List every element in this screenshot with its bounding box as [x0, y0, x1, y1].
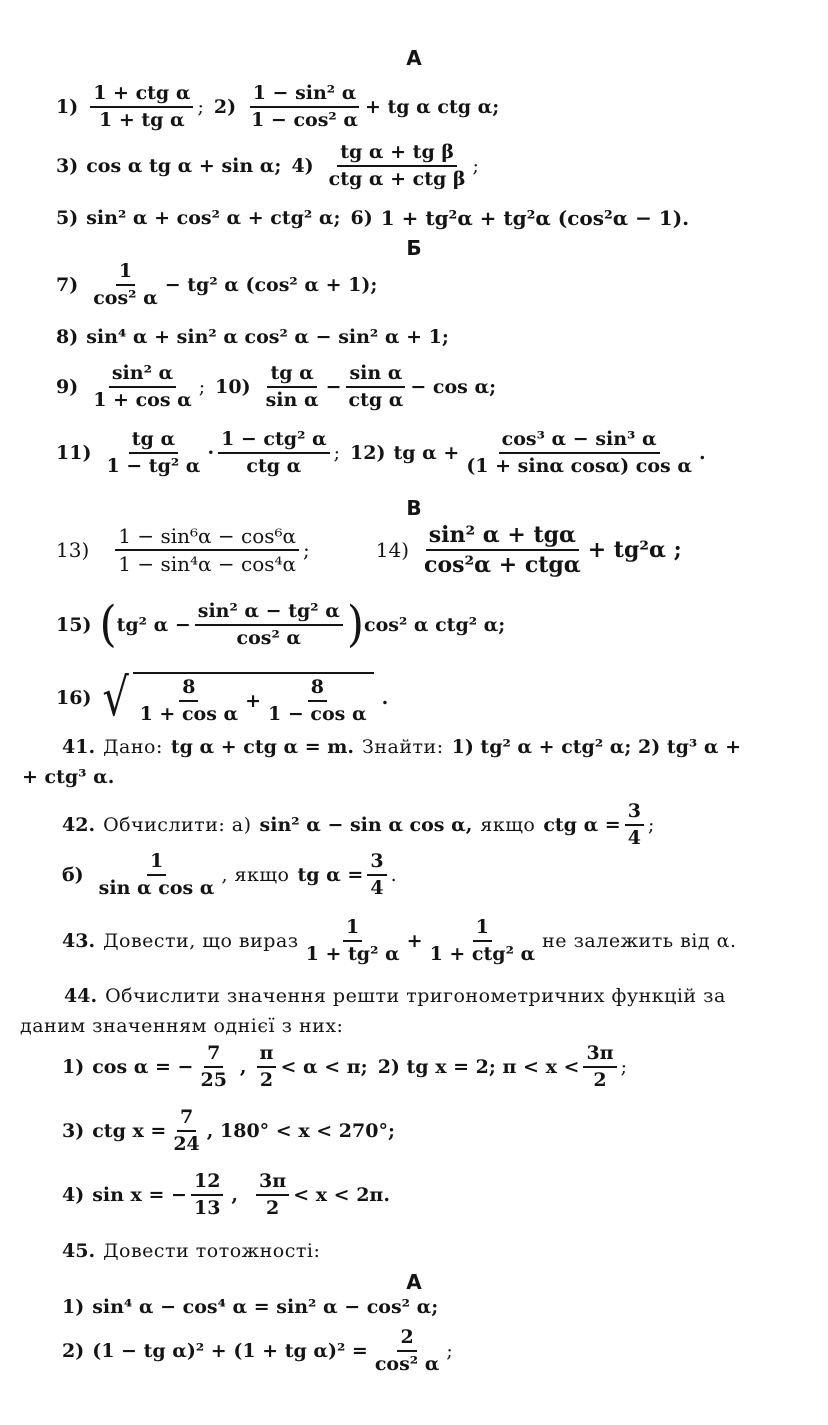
section-heading-a: А [406, 46, 422, 70]
fraction: sin² α + tgα cos²α + ctgα [424, 522, 581, 578]
problem-8: 8) sin⁴ α + sin² α cos² α − sin² α + 1; [56, 326, 449, 348]
problem-7: 7) 1 cos² α − tg² α (cos² α + 1); [56, 260, 378, 309]
fraction: $\frac{7}{25}$ [200, 1042, 227, 1091]
task-45: 45. Довести тотожності: [62, 1240, 321, 1262]
section-heading-a-2: А [406, 1270, 422, 1294]
problem-16: 16) √ 8 1 + cos α + $\frac{8}{\text{1 − cos α}}$ . [56, 668, 389, 728]
problem-13-14: 13) 1 − sin⁶α − cos⁶α 1 − sin⁴α − cos⁴α ; 14) sin² α + tgα cos²α + ctgα + tg²α ; [56, 522, 682, 578]
task-45-item-2: 2) (1 − tg α)² + (1 + tg α)² = $\frac{2}{\text{cos² α}}$ ; [62, 1326, 453, 1375]
task-44-statement: 44. Обчислити значення решти тригонометричних функцій за даним значенням однієї з них: [20, 985, 726, 1037]
item-number: 1) [56, 95, 79, 118]
fraction: tg α sin α [265, 362, 319, 411]
fraction: $\frac{8}{\text{1 − cos α}}$ [268, 676, 367, 725]
fraction: 1 + ctg α 1 + tg α [90, 84, 193, 130]
fraction: $\frac{12}{13}$ [191, 1172, 223, 1218]
fraction: 1 − ctg² α ctg α [218, 430, 330, 476]
section-heading-v: В [406, 496, 422, 520]
fraction: 1 − sin⁶α − cos⁶α 1 − sin⁴α − cos⁴α [115, 526, 299, 574]
fraction: 1 1 + ctg² α [429, 916, 536, 965]
radical-sign: √ [102, 668, 130, 728]
fraction: sin² α 1 + cos α [93, 362, 192, 411]
task-41-continued: + ctg³ α. [22, 766, 115, 788]
problem-15: 15) ( tg² α − $\frac{\text{sin² α − tg² α}}{\text{cos² α}}$ ) cos² α ctg² α; [56, 596, 506, 653]
fraction: tg α + tg β ctg α + ctg β [328, 141, 466, 190]
fraction: $\frac{\text{cos³ α − sin³ α}}{\text{(1 + sinα cosα) cos α}}$ [466, 428, 692, 477]
fraction: $\frac{2}{\text{cos² α}}$ [374, 1326, 440, 1375]
fraction: $\frac{\text{sin² α − tg² α}}{\text{cos² α}}$ [195, 602, 343, 648]
fraction: tg α 1 − tg² α [106, 428, 201, 477]
fraction: 1 sin α cos α [98, 850, 215, 899]
task-44-item-3: 3) ctg x = $\frac{7}{24}$ , 180° < x < 270°; [62, 1106, 395, 1155]
right-paren: ) [346, 596, 364, 653]
task-44-item-4: 4) sin x = − $\frac{12}{13}$ , 3π 2 < x < 2π. [62, 1170, 390, 1219]
fraction: sin α ctg α [346, 364, 407, 410]
task-42-a: 42. Обчислити: а) sin² α − sin α cos α, якщо ctg α = $\frac{3}{4}$ ; [62, 800, 655, 849]
problem-3-4: 3) cos α tg α + sin α; 4) tg α + tg β ctg α + ctg β ; [56, 141, 479, 190]
fraction: π 2 [257, 1044, 277, 1090]
fraction: $\frac{3}{4}$ [625, 802, 644, 848]
left-paren: ( [99, 596, 117, 653]
task-42-b: б) 1 sin α cos α , якщо tg α = $\frac{3}{4}$ . [62, 850, 397, 899]
fraction: $\frac{7}{24}$ [173, 1106, 200, 1155]
fraction: 1 cos² α [93, 260, 158, 309]
fraction: 1 1 + tg² α [305, 916, 400, 965]
problem-1-2: 1) 1 + ctg α 1 + tg α ; 2) 1 − sin² α 1 − cos² α + tg α ctg α; [56, 82, 500, 131]
task-41: 41. Дано: tg α + ctg α = m. Знайти: 1) tg² α + ctg² α; 2) tg³ α + [62, 736, 741, 758]
problem-5-6: 5) sin² α + cos² α + ctg² α; 6) 1 + tg²α + tg²α (cos²α − 1). [56, 206, 690, 230]
task-45-item-1: 1) sin⁴ α − cos⁴ α = sin² α − cos² α; [62, 1296, 439, 1318]
task-44-item-1-2: 1) cos α = − $\frac{7}{25}$ , π 2 < α < π; 2) tg x = 2; π < x < 3π 2 ; [62, 1042, 627, 1091]
fraction: $\frac{3}{4}$ [367, 852, 386, 898]
fraction: 3π 2 [583, 1044, 616, 1090]
fraction: 3π 2 [256, 1172, 289, 1218]
radicand: 8 1 + cos α + $\frac{8}{\text{1 − cos α}}$ [133, 672, 374, 724]
problem-11-12: 11) tg α 1 − tg² α · 1 − ctg² α ctg α ; 12) tg α + $\frac{\text{cos³ α − sin³ α}}{\text{(1 + sinα cosα) cos α}}$ . [56, 428, 706, 477]
task-43: 43. Довести, що вираз 1 1 + tg² α + 1 1 + ctg² α не залежить від α. [62, 916, 737, 965]
fraction: 1 − sin² α 1 − cos² α [251, 82, 358, 131]
section-heading-b: Б [406, 236, 422, 260]
problem-9-10: 9) sin² α 1 + cos α ; 10) tg α sin α − sin α ctg α − cos α; [56, 362, 497, 411]
fraction: 8 1 + cos α [139, 676, 239, 725]
